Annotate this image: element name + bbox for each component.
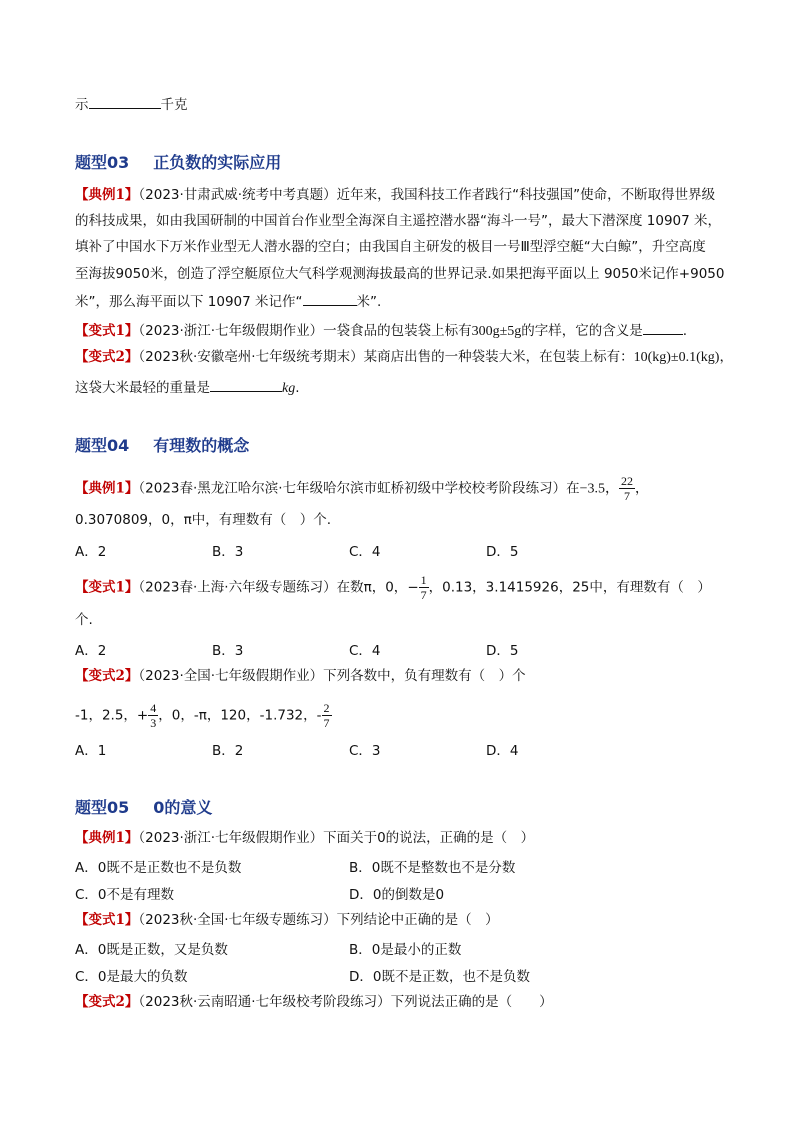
option-a[interactable]: A．1 xyxy=(75,743,107,759)
variant-04-2-line-2: -1，2.5，+ $\frac{4}{3}$ ，0，-π，120，-1.732，- $\frac{2}{7}$ xyxy=(75,701,330,730)
answer-blank xyxy=(643,321,683,335)
example-line-3: 填补了中国水下万米作业型无人潜水器的空白；由我国自主研发的极目一号Ⅲ型浮空艇“大白鲸”，升空高度 xyxy=(75,239,706,255)
option-d[interactable]: D．0的倒数是0 xyxy=(349,887,445,903)
example-line-1: 【典例1】（2023·甘肃武威·统考中考真题）近年来，我国科技工作者践行“科技强国”使命，不断取得世界级 xyxy=(75,187,716,203)
option-c[interactable]: C．0不是有理数 xyxy=(75,887,175,903)
answer-blank xyxy=(89,95,161,109)
section-heading-03: 题型03 正负数的实际应用 xyxy=(75,153,282,172)
variant-04-2-line-1: 【变式2】（2023·全国·七年级假期作业）下列各数中，负有理数有（ ）个 xyxy=(75,668,526,684)
option-d[interactable]: D．4 xyxy=(486,743,519,759)
option-b[interactable]: B．0既不是整数也不是分数 xyxy=(349,860,516,876)
option-d[interactable]: D．5 xyxy=(486,544,519,560)
example-line-2: 的科技成果，如由我国研制的中国首台作业型全海深自主遥控潜水器“海斗一号”，最大下潜深度 10907 米， xyxy=(75,213,722,229)
variant-04-1-line-1: 【变式1】（2023春·上海·六年级专题练习）在数π，0，− $\frac{1}{7}$ ，0.13，3.1415926，25中，有理数有（ ） xyxy=(75,573,711,602)
option-c[interactable]: C．3 xyxy=(349,743,381,759)
example-line-4: 至海拔9050米，创造了浮空艇原位大气科学观测海拔最高的世界记录.如果把海平面以上 9050米记作+9050 xyxy=(75,266,725,282)
option-a[interactable]: A．2 xyxy=(75,544,107,560)
option-d[interactable]: D．5 xyxy=(486,643,519,659)
example-line-5: 米”，那么海平面以下 10907 米记作“ 米”. xyxy=(75,294,382,310)
variant-2-line-1: 【变式2】（2023秋·安徽亳州·七年级统考期末）某商店出售的一种袋装大米，在包装上标有：10(kg)±0.1(kg)， xyxy=(75,349,733,365)
example-05-line: 【典例1】（2023·浙江·七年级假期作业）下面关于0的说法，正确的是（ ） xyxy=(75,830,535,846)
fraction: $\frac{2}{7}$ xyxy=(323,701,330,730)
answer-blank xyxy=(303,292,357,306)
continuation-line: 示 千克 xyxy=(75,97,188,113)
option-a[interactable]: A．0既不是正数也不是负数 xyxy=(75,860,242,876)
section-heading-04: 题型04 有理数的概念 xyxy=(75,436,250,455)
fraction: $\frac{4}{3}$ xyxy=(150,701,157,730)
option-c[interactable]: C．0是最大的负数 xyxy=(75,969,188,985)
answer-blank xyxy=(210,378,282,392)
option-b[interactable]: B．3 xyxy=(212,643,244,659)
variant-2-line-2: 这袋大米最轻的重量是 kg. xyxy=(75,380,300,396)
option-b[interactable]: B．0是最小的正数 xyxy=(349,942,462,958)
example-04-line-2: 0.3070809，0，π中，有理数有（ ）个. xyxy=(75,512,332,528)
option-d[interactable]: D．0既不是正数，也不是负数 xyxy=(349,969,530,985)
variant-05-2-line: 【变式2】（2023秋·云南昭通·七年级校考阶段练习）下列说法正确的是（ ） xyxy=(75,994,553,1010)
fraction: $\frac{1}{7}$ xyxy=(420,573,427,602)
variant-05-1-line: 【变式1】（2023秋·全国·七年级专题练习）下列结论中正确的是（ ） xyxy=(75,912,499,928)
option-b[interactable]: B．3 xyxy=(212,544,244,560)
variant-04-1-line-2: 个. xyxy=(75,612,93,628)
fraction: $\frac{22}{7}$ xyxy=(621,474,634,503)
example-04-line-1: 【典例1】（2023春·黑龙江哈尔滨·七年级哈尔滨市虹桥初级中学校校考阶段练习）在−3.5， $\frac{22}{7}$ ， xyxy=(75,474,649,503)
option-a[interactable]: A．0既是正数，又是负数 xyxy=(75,942,228,958)
option-c[interactable]: C．4 xyxy=(349,544,381,560)
option-b[interactable]: B．2 xyxy=(212,743,244,759)
variant-1-line: 【变式1】（2023·浙江·七年级假期作业）一袋食品的包装袋上标有300g±5g的字样，它的含义是 . xyxy=(75,323,688,339)
section-heading-05: 题型05 0的意义 xyxy=(75,798,213,817)
option-c[interactable]: C．4 xyxy=(349,643,381,659)
option-a[interactable]: A．2 xyxy=(75,643,107,659)
